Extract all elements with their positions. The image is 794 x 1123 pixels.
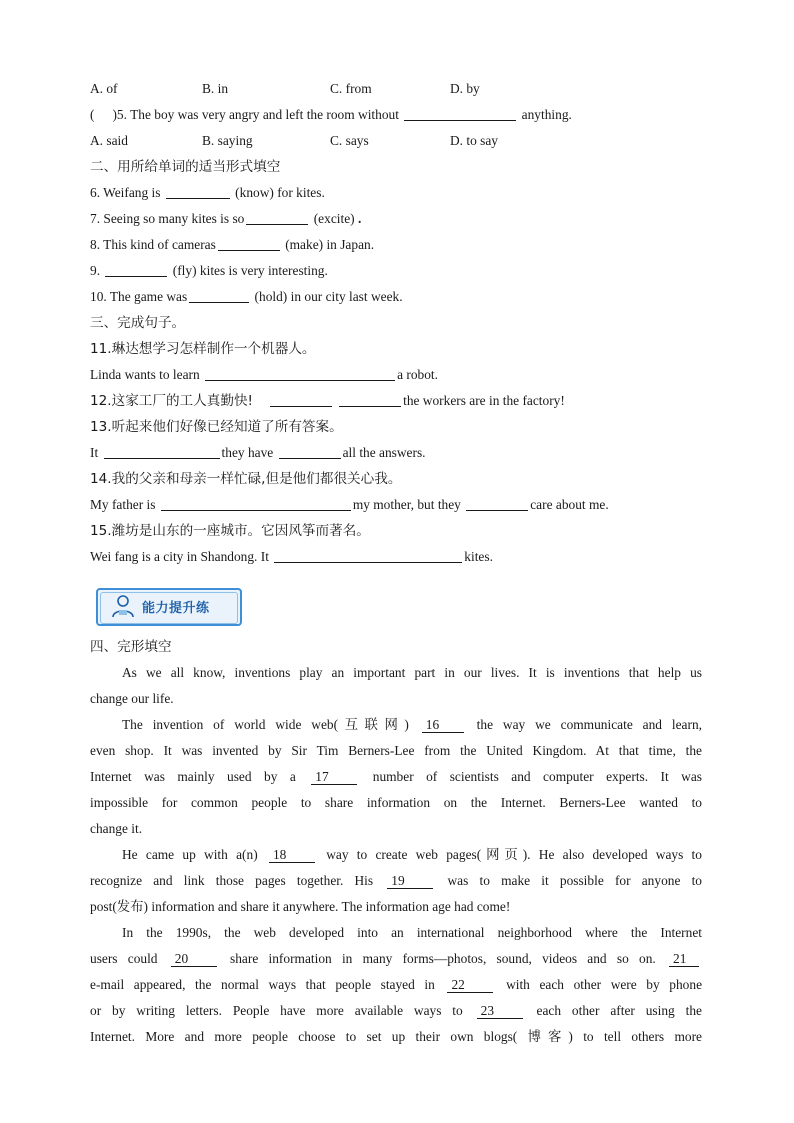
q12-chinese: 12.这家工厂的工人真勤快! (90, 393, 254, 409)
q10-before: 10. The game was (90, 289, 188, 304)
q11-blank[interactable] (205, 365, 395, 381)
q11-chinese: 11.琳达想学习怎样制作一个机器人。 (90, 341, 316, 357)
q4-option-b: B. in (202, 81, 229, 96)
passage-line: In the 1990s, the web developed into an international neighborhood where the Internet (122, 925, 702, 940)
passage-line: impossible for common people to share information on the Internet. Berners-Lee wanted to (90, 795, 702, 810)
passage-text: He came up with a(n) (122, 847, 258, 862)
q13-after: all the answers. (342, 445, 426, 460)
cloze-blank-21[interactable]: 21 (669, 951, 699, 967)
q5-paren: ( (90, 107, 95, 122)
q14-chinese: 14.我的父亲和母亲一样忙碌,但是他们都很关心我。 (90, 471, 402, 487)
q7-question (90, 206, 702, 232)
q12-after: the workers are in the factory! (403, 393, 565, 408)
q7-after: (excite) (313, 211, 355, 226)
q5-stem: )5. The boy was very angry and left the room without (112, 107, 399, 122)
q14-before: My father is (90, 497, 156, 512)
passage-line (90, 946, 702, 972)
q12-blank-2[interactable] (339, 391, 401, 407)
cloze-passage (90, 660, 702, 1050)
q4-option-c: C. from (330, 81, 372, 96)
q14-mid: my mother, but they (352, 497, 461, 512)
q15-blank[interactable] (274, 547, 462, 563)
q14-after: care about me. (530, 497, 609, 512)
passage-text: the way we communicate and learn, (476, 717, 702, 732)
passage-line: change our life. (90, 691, 174, 706)
passage-line: post(发布) information and share it anywhere. The information age had come! (90, 899, 511, 914)
badge-label: 能力提升练 (142, 601, 210, 616)
q11-before: Linda wants to learn (90, 367, 200, 382)
passage-text: was to make it possible for anyone to (447, 873, 702, 888)
q9-question (90, 258, 702, 284)
passage-line (90, 712, 702, 738)
q14-blank-2[interactable] (466, 495, 528, 511)
q15-after: kites. (464, 549, 493, 564)
passage-line: Internet. More and more people choose to set up their own blogs( 博客) to tell others more (90, 1029, 702, 1044)
q5-option-c: C. says (330, 133, 369, 148)
passage-line (90, 764, 702, 790)
q13-before: It (90, 445, 99, 460)
cloze-blank-23[interactable]: 23 (477, 1003, 523, 1019)
q9-before: 9. (90, 263, 101, 278)
q7-blank[interactable] (246, 209, 308, 225)
q4-option-d: D. by (450, 81, 480, 96)
q13-chinese: 13.听起来他们好像已经知道了所有答案。 (90, 419, 343, 435)
passage-text: The invention of world wide web(互联网) (122, 717, 409, 732)
q4-option-a: A. of (90, 81, 118, 96)
q14-blank-1[interactable] (161, 495, 351, 511)
q5-option-a: A. said (90, 133, 128, 148)
q8-after: (make) in Japan. (285, 237, 375, 252)
passage-text: each other after using the (536, 1003, 702, 1018)
q7-before: 7. Seeing so many kites is so (90, 211, 245, 226)
section3-title: 三、完成句子。 (90, 315, 186, 331)
q15-before: Wei fang is a city in Shandong. It (90, 549, 269, 564)
q12-blank-1[interactable] (270, 391, 332, 407)
q5-blank[interactable] (404, 105, 516, 121)
q10-after: (hold) in our city last week. (254, 289, 403, 304)
passage-line: even shop. It was invented by Sir Tim Berners-Lee from the United Kingdom. At that time, the (90, 743, 702, 758)
cloze-blank-20[interactable]: 20 (171, 951, 217, 967)
cloze-blank-16[interactable]: 16 (422, 717, 464, 733)
q15-english (90, 544, 702, 570)
passage-line (90, 868, 702, 894)
passage-text: share information in many forms—photos, sound, videos and so on. (230, 951, 656, 966)
passage-text: with each other were by phone (506, 977, 703, 992)
q4-options (90, 76, 702, 102)
q9-blank[interactable] (105, 261, 167, 277)
cloze-blank-22[interactable]: 22 (447, 977, 493, 993)
cloze-blank-18[interactable]: 18 (269, 847, 315, 863)
q5-option-d: D. to say (450, 133, 498, 148)
worksheet-page (90, 76, 702, 1050)
passage-text: recognize and link those pages together. His (90, 873, 374, 888)
q7-tail: . (357, 211, 362, 226)
q9-after: (fly) kites is very interesting. (172, 263, 328, 278)
passage-line: change it. (90, 821, 143, 836)
q8-before: 8. This kind of cameras (90, 237, 216, 252)
passage-line (90, 998, 702, 1024)
q11-after: a robot. (397, 367, 438, 382)
q12-line (90, 388, 702, 414)
passage-line (90, 842, 702, 868)
q10-blank[interactable] (189, 287, 249, 303)
q13-blank-1[interactable] (104, 443, 220, 459)
q5-question (90, 102, 702, 128)
section-badge (96, 584, 242, 628)
q6-blank[interactable] (166, 183, 230, 199)
section2-title: 二、用所给单词的适当形式填空 (90, 159, 281, 175)
passage-line: As we all know, inventions play an important part in our lives. It is inventions that help us (122, 665, 702, 680)
q5-after: anything. (521, 107, 572, 122)
cloze-blank-19[interactable]: 19 (387, 873, 433, 889)
passage-text: Internet was mainly used by a (90, 769, 296, 784)
passage-text: e-mail appeared, the normal ways that people stayed in (90, 977, 435, 992)
passage-text: users could (90, 951, 158, 966)
q14-english (90, 492, 702, 518)
q5-options (90, 128, 702, 154)
q6-before: 6. Weifang is (90, 185, 161, 200)
q5-option-b: B. saying (202, 133, 253, 148)
q15-chinese: 15.潍坊是山东的一座城市。它因风筝而著名。 (90, 523, 370, 539)
passage-line (90, 972, 702, 998)
q13-english (90, 440, 702, 466)
q11-english (90, 362, 702, 388)
passage-text: or by writing letters. People have more available ways to (90, 1003, 463, 1018)
cloze-blank-17[interactable]: 17 (311, 769, 357, 785)
passage-text: number of scientists and computer experts. It was (372, 769, 703, 784)
q13-mid: they have (221, 445, 274, 460)
q6-question (90, 180, 702, 206)
q10-question (90, 284, 702, 310)
q6-after: (know) for kites. (235, 185, 325, 200)
q8-blank[interactable] (218, 235, 280, 251)
person-icon (110, 593, 136, 619)
passage-text: way to create web pages(网页). He also developed ways to (326, 847, 702, 862)
section4-title: 四、完形填空 (90, 639, 172, 655)
q8-question (90, 232, 702, 258)
q13-blank-2[interactable] (279, 443, 341, 459)
